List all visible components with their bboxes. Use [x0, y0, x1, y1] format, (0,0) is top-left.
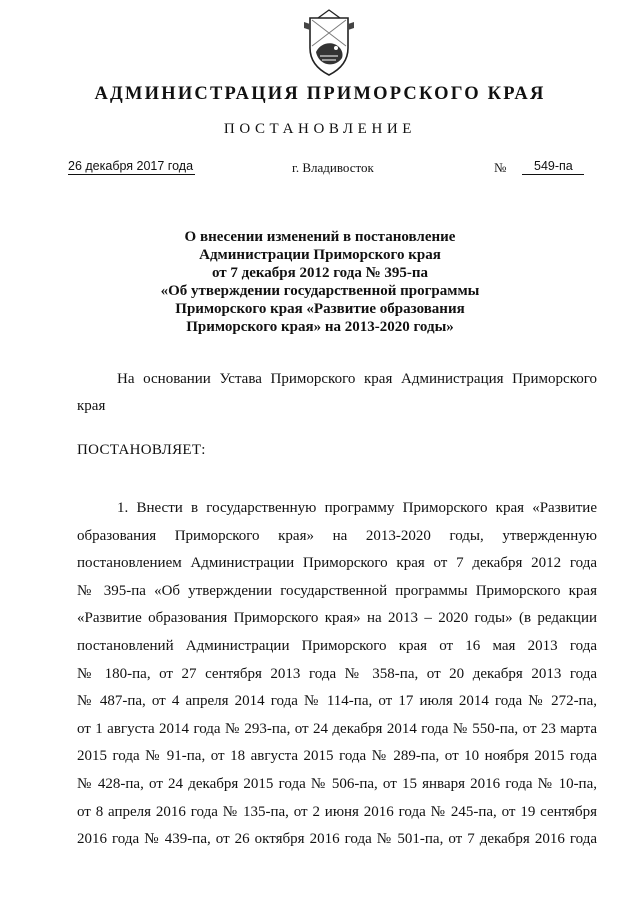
- subject-line: Администрации Приморского края: [199, 247, 441, 263]
- document-number: 549-па: [522, 159, 584, 175]
- clause-line: от 1 августа 2014 года № 293-па, от 24 декабря 2014 года № 550-па, от 23 марта: [77, 720, 597, 737]
- document-date: 26 декабря 2017 года: [68, 159, 194, 173]
- document-city: г. Владивосток: [292, 160, 374, 175]
- document-number-label: №: [494, 160, 507, 175]
- document-kind: ПОСТАНОВЛЕНИЕ: [223, 121, 417, 137]
- subject-line: Приморского края «Развитие образования: [175, 301, 465, 317]
- document-meta-row: [0, 159, 640, 181]
- subject-line: от 7 декабря 2012 года № 395-па: [211, 265, 429, 281]
- clause-line: от 8 апреля 2016 года № 135-па, от 2 июня 2016 года № 245-па, от 19 сентября: [77, 803, 597, 820]
- clause-line: образования Приморского края» на 2013-2020 годы, утвержденную: [77, 527, 597, 544]
- clause-line: 2015 года № 91-па, от 18 августа 2015 года № 289-па, от 10 ноября 2015 года: [77, 748, 597, 765]
- clause-1-paragraph: [77, 495, 597, 854]
- subject-line: «Об утверждении государственной программы: [160, 283, 480, 299]
- basis-paragraph: На основании Устава Приморского края Администрация Приморского края: [77, 371, 597, 414]
- clause-line: № 487-па, от 4 апреля 2014 года № 114-па, от 17 июля 2014 года № 272-па,: [77, 693, 597, 710]
- clause-line: № 180-па, от 27 сентября 2013 года № 358-па, от 20 декабря 2013 года: [77, 665, 597, 682]
- organization-title: АДМИНИСТРАЦИЯ ПРИМОРСКОГО КРАЯ: [94, 84, 546, 104]
- clause-line: 2016 года № 439-па, от 26 октября 2016 года № 501-па, от 7 декабря 2016 года: [77, 831, 597, 848]
- clause-line: постановлением Администрации Приморского края от 7 декабря 2012 года: [77, 555, 597, 572]
- clause-line: «Развитие образования Приморского края» на 2013 – 2020 годы» (в редакции: [77, 610, 597, 627]
- clause-line: 1. Внести в государственную программу Приморского края «Развитие: [117, 500, 597, 516]
- subject-line: О внесении изменений в постановление: [184, 229, 456, 245]
- decree-heading: ПОСТАНОВЛЯЕТ:: [77, 442, 206, 458]
- subject-line: Приморского края» на 2013-2020 годы»: [186, 319, 454, 335]
- clause-line: постановлений Администрации Приморского края от 16 мая 2013 года: [77, 637, 597, 654]
- coat-of-arms-icon: [298, 8, 360, 80]
- clause-line: № 428-па, от 24 декабря 2015 года № 506-па, от 15 января 2016 года № 10-па,: [77, 775, 597, 792]
- document-subject: [120, 228, 520, 336]
- clause-line: № 395-па «Об утверждении государственной программы Приморского края: [77, 582, 597, 599]
